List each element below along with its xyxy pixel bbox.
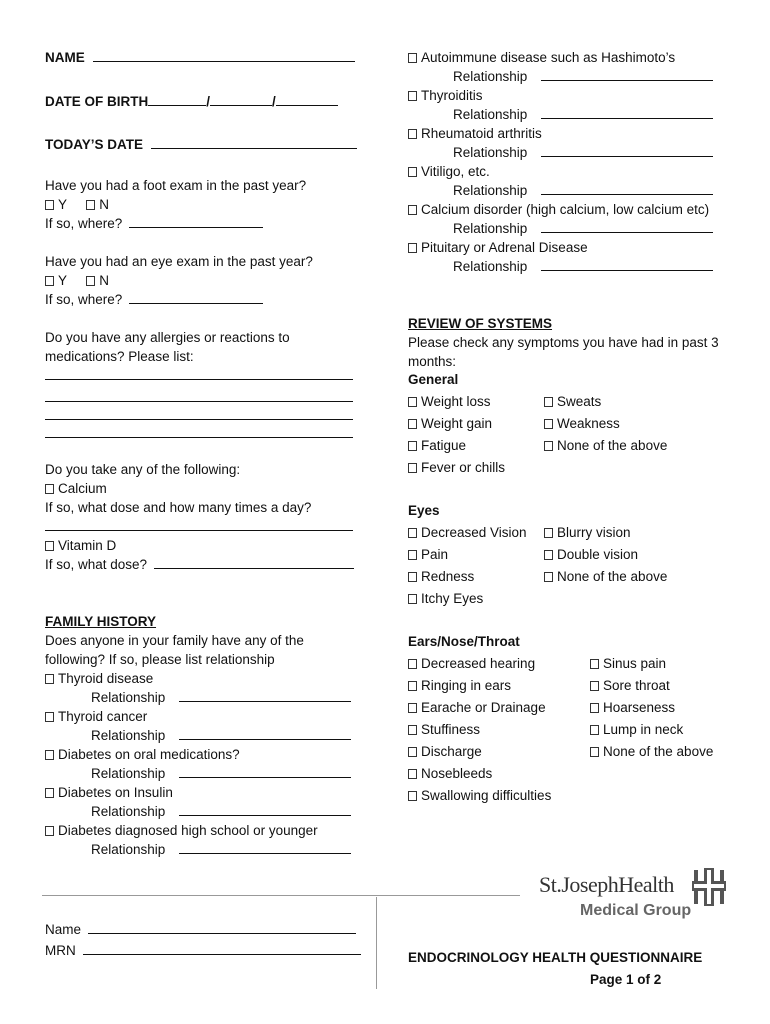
general-symptom-a-2-label: Fatigue: [421, 438, 467, 453]
family-left-item-0-relationship-row: [91, 688, 351, 707]
family-left-item-3-label: Diabetes on Insulin: [58, 785, 173, 800]
family-left-item-0-checkbox[interactable]: [45, 674, 54, 684]
family-right-item-1-relationship-label: Relationship: [453, 107, 528, 122]
ent-symptom-a-3-checkbox[interactable]: [408, 725, 417, 735]
family-history-intro2: following? If so, please list relationship: [45, 652, 275, 667]
eyes-symptom-b-2-checkbox[interactable]: [544, 572, 553, 582]
eyes-symptom-a-1-row: [408, 545, 448, 564]
general-symptom-a-0-checkbox[interactable]: [408, 397, 417, 407]
family-left-item-4-label: Diabetes diagnosed high school or younger: [58, 823, 318, 838]
review-of-systems-intro1: Please check any symptoms you have had in past 3: [408, 335, 719, 350]
ent-symptom-a-6-checkbox[interactable]: [408, 791, 417, 801]
logo-subtitle: Medical Group: [580, 902, 692, 919]
general-symptom-a-3-row: [408, 458, 505, 477]
eye-exam-options: [45, 271, 109, 290]
ent-symptom-b-2-row: [590, 698, 675, 717]
allergies-question-line2: medications? Please list:: [45, 349, 194, 364]
name-field-row: [45, 48, 355, 67]
family-left-item-0-row: [45, 669, 153, 688]
family-left-item-4-relationship-line[interactable]: [179, 841, 351, 854]
eyes-symptom-b-1-row: [544, 545, 638, 564]
allergies-line-3[interactable]: [45, 407, 353, 420]
eye-exam-no-checkbox[interactable]: [86, 276, 95, 286]
ent-symptom-b-2-label: Hoarseness: [603, 700, 676, 715]
vitamin-d-dose-row: [45, 555, 354, 574]
eyes-symptom-b-1-checkbox[interactable]: [544, 550, 553, 560]
family-left-item-2-relationship-row: [91, 764, 351, 783]
family-left-item-0-label: Thyroid disease: [58, 671, 154, 686]
vitamin-d-row: [45, 536, 116, 555]
review-of-systems-intro2: months:: [408, 354, 457, 369]
name-input-line[interactable]: [93, 49, 355, 62]
family-right-item-0-label: Autoimmune disease such as Hashimoto’s: [421, 50, 676, 65]
ent-symptom-a-0-checkbox[interactable]: [408, 659, 417, 669]
family-left-item-4-row: [45, 821, 318, 840]
ent-symptom-a-5-checkbox[interactable]: [408, 769, 417, 779]
general-symptom-a-1-row: [408, 414, 492, 433]
footer-mrn-row: [45, 941, 361, 960]
calcium-dose-row: [45, 517, 353, 536]
family-history-intro1: Does anyone in your family have any of the: [45, 633, 304, 648]
family-left-item-4-relationship-label: Relationship: [91, 842, 166, 857]
family-left-item-2-relationship-line[interactable]: [179, 765, 351, 778]
eye-exam-where-row: [45, 290, 263, 309]
ent-symptom-b-3-label: Lump in neck: [603, 722, 684, 737]
calcium-dose-line[interactable]: [45, 518, 353, 531]
footer-name-label: Name: [45, 922, 82, 937]
family-left-item-2-label: Diabetes on oral medications?: [58, 747, 240, 762]
family-left-item-1-label: Thyroid cancer: [58, 709, 148, 724]
eyes-symptom-a-0-row: [408, 523, 527, 542]
supplements-question: Do you take any of the following:: [45, 462, 241, 477]
eyes-symptom-a-0-label: Decreased Vision: [421, 525, 527, 540]
foot-exam-yes-label: Y: [58, 197, 67, 212]
ent-symptom-b-0-label: Sinus pain: [603, 656, 667, 671]
ent-section-title: Ears/Nose/Throat: [408, 634, 520, 649]
review-of-systems-title: REVIEW OF SYSTEMS: [408, 316, 553, 331]
family-left-item-2-checkbox[interactable]: [45, 750, 54, 760]
family-left-item-0-relationship-line[interactable]: [179, 689, 351, 702]
family-right-item-0-relationship-line[interactable]: [541, 68, 713, 81]
calcium-label: Calcium: [58, 481, 107, 496]
general-symptom-b-0-label: Sweats: [557, 394, 602, 409]
eyes-symptom-b-2-label: None of the above: [557, 569, 668, 584]
allergies-line-4[interactable]: [45, 425, 353, 438]
foot-exam-no-label: N: [99, 197, 110, 212]
eye-exam-where-line[interactable]: [129, 291, 263, 304]
eye-exam-no-label: N: [99, 273, 110, 288]
general-symptom-a-2-row: [408, 436, 466, 455]
family-right-item-3-label: Vitiligo, etc.: [421, 164, 490, 179]
general-symptom-a-1-label: Weight gain: [421, 416, 493, 431]
family-right-item-0-checkbox[interactable]: [408, 53, 417, 63]
general-symptom-a-1-checkbox[interactable]: [408, 419, 417, 429]
allergies-line-row-4: [45, 424, 353, 443]
eyes-symptom-a-1-checkbox[interactable]: [408, 550, 417, 560]
family-right-item-1-relationship-line[interactable]: [541, 106, 713, 119]
ent-symptom-b-4-row: [590, 742, 713, 761]
general-symptom-b-1-label: Weakness: [557, 416, 620, 431]
ent-symptom-a-0-label: Decreased hearing: [421, 656, 536, 671]
family-right-item-4-relationship-line[interactable]: [541, 220, 713, 233]
family-left-item-3-checkbox[interactable]: [45, 788, 54, 798]
family-left-item-4-checkbox[interactable]: [45, 826, 54, 836]
ent-symptom-b-1-row: [590, 676, 670, 695]
eyes-symptom-a-0-checkbox[interactable]: [408, 528, 417, 538]
eyes-symptom-b-0-checkbox[interactable]: [544, 528, 553, 538]
family-right-item-2-relationship-row: [453, 143, 713, 162]
family-right-item-0-relationship-row: [453, 67, 713, 86]
family-right-item-3-checkbox[interactable]: [408, 167, 417, 177]
footer-divider-horizontal: [42, 895, 520, 896]
family-right-item-1-label: Thyroiditis: [421, 88, 483, 103]
general-section-title: General: [408, 372, 459, 387]
family-right-item-3-relationship-line[interactable]: [541, 182, 713, 195]
family-right-item-3-row: [408, 162, 490, 181]
family-right-item-1-checkbox[interactable]: [408, 91, 417, 101]
family-right-item-5-relationship-row: [453, 257, 713, 276]
family-left-item-1-row: [45, 707, 147, 726]
ent-symptom-a-2-checkbox[interactable]: [408, 703, 417, 713]
allergies-line-1[interactable]: [45, 367, 353, 380]
foot-exam-question: Have you had a foot exam in the past year?: [45, 178, 307, 193]
general-symptom-a-0-row: [408, 392, 491, 411]
family-left-item-3-relationship-line[interactable]: [179, 803, 351, 816]
general-symptom-b-1-checkbox[interactable]: [544, 419, 553, 429]
foot-exam-where-row: [45, 214, 263, 233]
general-symptom-a-3-label: Fever or chills: [421, 460, 506, 475]
family-right-item-0-row: [408, 48, 675, 67]
eyes-symptom-b-1-label: Double vision: [557, 547, 639, 562]
general-symptom-b-2-checkbox[interactable]: [544, 441, 553, 451]
calcium-row: [45, 479, 107, 498]
ent-symptom-b-2-checkbox[interactable]: [590, 703, 599, 713]
vitamin-d-label: Vitamin D: [58, 538, 117, 553]
name-label: NAME: [45, 50, 85, 65]
family-right-item-1-relationship-row: [453, 105, 713, 124]
dob-label: DATE OF BIRTH: [45, 94, 149, 109]
general-symptom-b-1-row: [544, 414, 620, 433]
eye-exam-yes-label: Y: [58, 273, 67, 288]
ent-symptom-a-4-label: Discharge: [421, 744, 482, 759]
family-right-item-1-row: [408, 86, 483, 105]
eyes-symptom-a-1-label: Pain: [421, 547, 449, 562]
family-right-item-2-relationship-label: Relationship: [453, 145, 528, 160]
general-symptom-b-2-label: None of the above: [557, 438, 668, 453]
allergies-line-row-3: [45, 406, 353, 425]
dob-day-line[interactable]: [210, 93, 272, 106]
family-left-item-3-relationship-label: Relationship: [91, 804, 166, 819]
vitamin-d-checkbox[interactable]: [45, 541, 54, 551]
family-right-item-0-relationship-label: Relationship: [453, 69, 528, 84]
dob-year-line[interactable]: [276, 93, 338, 106]
form-title: ENDOCRINOLOGY HEALTH QUESTIONNAIRE: [408, 950, 703, 965]
eyes-symptom-a-2-row: [408, 567, 474, 586]
ent-symptom-a-1-label: Ringing in ears: [421, 678, 512, 693]
logo-name: St.JosephHealth: [539, 872, 674, 897]
footer-name-line[interactable]: [88, 921, 356, 934]
foot-exam-options: [45, 195, 109, 214]
eyes-symptom-a-3-label: Itchy Eyes: [421, 591, 484, 606]
allergies-line-row-1: [45, 366, 353, 385]
todays-date-line[interactable]: [151, 136, 357, 149]
ent-symptom-a-3-row: [408, 720, 480, 739]
eyes-symptom-b-0-row: [544, 523, 631, 542]
ent-symptom-a-0-row: [408, 654, 535, 673]
ent-symptom-a-4-checkbox[interactable]: [408, 747, 417, 757]
dob-field-row: DATE OF BIRTH / /: [45, 92, 338, 111]
allergies-line-row-2: [45, 388, 353, 407]
family-right-item-3-relationship-row: [453, 181, 713, 200]
footer-name-row: [45, 920, 356, 939]
footer-mrn-line[interactable]: [83, 942, 361, 955]
ent-symptom-b-0-checkbox[interactable]: [590, 659, 599, 669]
ent-symptom-b-0-row: [590, 654, 666, 673]
eyes-section-title: Eyes: [408, 503, 440, 518]
ent-symptom-b-4-label: None of the above: [603, 744, 714, 759]
family-right-item-3-relationship-label: Relationship: [453, 183, 528, 198]
foot-exam-where-label: If so, where?: [45, 216, 123, 231]
cross-logo-icon: [692, 868, 726, 906]
ent-symptom-b-3-checkbox[interactable]: [590, 725, 599, 735]
eyes-symptom-b-0-label: Blurry vision: [557, 525, 631, 540]
family-right-item-5-relationship-label: Relationship: [453, 259, 528, 274]
todays-date-label: TODAY’S DATE: [45, 137, 144, 152]
allergies-line-2[interactable]: [45, 389, 353, 402]
eye-exam-where-label: If so, where?: [45, 292, 123, 307]
ent-symptom-a-1-checkbox[interactable]: [408, 681, 417, 691]
ent-symptom-a-3-label: Stuffiness: [421, 722, 481, 737]
family-right-item-2-checkbox[interactable]: [408, 129, 417, 139]
eyes-symptom-a-3-row: [408, 589, 483, 608]
eyes-symptom-a-2-label: Redness: [421, 569, 475, 584]
ent-symptom-b-4-checkbox[interactable]: [590, 747, 599, 757]
allergies-question-line1: Do you have any allergies or reactions to: [45, 330, 290, 345]
family-right-item-4-row: [408, 200, 709, 219]
family-left-item-1-relationship-line[interactable]: [179, 727, 351, 740]
family-left-item-0-relationship-label: Relationship: [91, 690, 166, 705]
eye-exam-yes-checkbox[interactable]: [45, 276, 54, 286]
general-symptom-a-2-checkbox[interactable]: [408, 441, 417, 451]
family-right-item-5-row: [408, 238, 588, 257]
family-left-item-1-checkbox[interactable]: [45, 712, 54, 722]
ent-symptom-b-1-label: Sore throat: [603, 678, 670, 693]
foot-exam-no-checkbox[interactable]: [86, 200, 95, 210]
ent-symptom-a-4-row: [408, 742, 482, 761]
family-left-item-2-relationship-label: Relationship: [91, 766, 166, 781]
dob-month-line[interactable]: [148, 93, 206, 106]
ent-symptom-b-1-checkbox[interactable]: [590, 681, 599, 691]
ent-symptom-a-1-row: [408, 676, 511, 695]
calcium-dose-question: If so, what dose and how many times a day?: [45, 500, 312, 515]
family-right-item-5-checkbox[interactable]: [408, 243, 417, 253]
family-left-item-1-relationship-label: Relationship: [91, 728, 166, 743]
footer-mrn-label: MRN: [45, 943, 76, 958]
family-right-item-4-label: Calcium disorder (high calcium, low calcium etc): [421, 202, 710, 217]
eye-exam-question: Have you had an eye exam in the past year?: [45, 254, 313, 269]
todays-date-row: [45, 135, 357, 154]
ent-symptom-a-6-row: [408, 786, 551, 805]
foot-exam-where-line[interactable]: [129, 215, 263, 228]
family-right-item-5-relationship-line[interactable]: [541, 258, 713, 271]
family-left-item-2-row: [45, 745, 240, 764]
foot-exam-yes-checkbox[interactable]: [45, 200, 54, 210]
ent-symptom-b-3-row: [590, 720, 683, 739]
family-right-item-4-checkbox[interactable]: [408, 205, 417, 215]
page-number: Page 1 of 2: [590, 972, 662, 987]
general-symptom-b-2-row: [544, 436, 667, 455]
eyes-symptom-a-2-checkbox[interactable]: [408, 572, 417, 582]
family-left-item-4-relationship-row: [91, 840, 351, 859]
family-right-item-4-relationship-label: Relationship: [453, 221, 528, 236]
vitamin-d-dose-label: If so, what dose?: [45, 557, 148, 572]
general-symptom-a-0-label: Weight loss: [421, 394, 491, 409]
family-right-item-5-label: Pituitary or Adrenal Disease: [421, 240, 588, 255]
family-right-item-2-label: Rheumatoid arthritis: [421, 126, 542, 141]
calcium-checkbox[interactable]: [45, 484, 54, 494]
family-right-item-2-relationship-line[interactable]: [541, 144, 713, 157]
general-symptom-a-3-checkbox[interactable]: [408, 463, 417, 473]
eyes-symptom-b-2-row: [544, 567, 667, 586]
footer-divider-vertical: [376, 897, 377, 989]
vitamin-d-dose-line[interactable]: [154, 556, 354, 569]
ent-symptom-a-2-row: [408, 698, 546, 717]
general-symptom-b-0-row: [544, 392, 601, 411]
family-right-item-4-relationship-row: [453, 219, 713, 238]
family-right-item-2-row: [408, 124, 542, 143]
family-left-item-3-relationship-row: [91, 802, 351, 821]
family-history-title: FAMILY HISTORY: [45, 614, 157, 629]
ent-symptom-a-5-label: Nosebleeds: [421, 766, 493, 781]
family-left-item-1-relationship-row: [91, 726, 351, 745]
ent-symptom-a-2-label: Earache or Drainage: [421, 700, 546, 715]
ent-symptom-a-5-row: [408, 764, 492, 783]
general-symptom-b-0-checkbox[interactable]: [544, 397, 553, 407]
eyes-symptom-a-3-checkbox[interactable]: [408, 594, 417, 604]
family-left-item-3-row: [45, 783, 173, 802]
ent-symptom-a-6-label: Swallowing difficulties: [421, 788, 552, 803]
